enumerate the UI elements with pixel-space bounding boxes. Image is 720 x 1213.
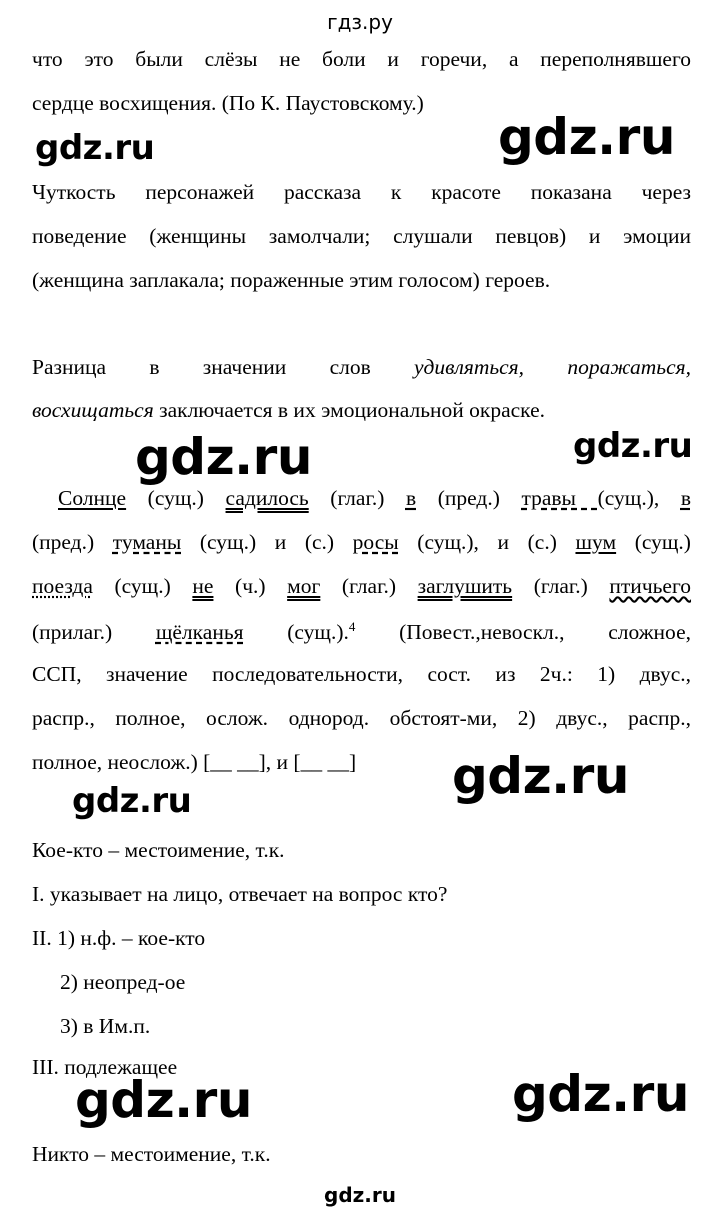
text-span: Разница в значении слов bbox=[32, 355, 415, 379]
attribute-word: птичьего bbox=[609, 574, 692, 598]
parse-line: распр., полное, ослож. однород. обстоят-ми, 2) двус., распр., bbox=[32, 706, 691, 730]
analysis-line: II. 1) н.ф. – кое-кто bbox=[32, 926, 206, 950]
text-span: (пред.) bbox=[416, 486, 522, 510]
parse-line bbox=[32, 620, 691, 644]
watermark: gdz.ru bbox=[75, 1071, 252, 1129]
text-line: что это были слёзы не боли и горечи, а переполнявшего bbox=[32, 47, 691, 71]
text-span: (сущ.) bbox=[126, 486, 226, 510]
text-span: заключается в их эмоциональной окраске. bbox=[153, 398, 545, 422]
text-line: сердце восхищения. (По К. Паустовскому.) bbox=[32, 91, 424, 115]
parse-line bbox=[58, 488, 691, 510]
circumstance-word: в bbox=[680, 486, 691, 510]
text-span: (ч.) bbox=[213, 574, 288, 598]
watermark: gdz.ru bbox=[573, 426, 693, 466]
object-word: поезда bbox=[32, 574, 93, 598]
circumstance-word: туманы bbox=[112, 530, 182, 554]
subject-word: шум bbox=[575, 530, 617, 554]
object-word: щёлканья bbox=[155, 620, 244, 645]
parse-line: полное, неослож.) [__ __], и [__ __] bbox=[32, 750, 357, 774]
predicate-word: заглушить bbox=[417, 574, 513, 598]
text-line: поведение (женщины замолчали; слушали певцов) и эмоции bbox=[32, 224, 691, 248]
text-line bbox=[32, 400, 545, 422]
watermark: gdz.ru bbox=[135, 428, 312, 486]
analysis-line: III. подлежащее bbox=[32, 1055, 178, 1079]
analysis-line: 3) в Им.п. bbox=[60, 1014, 151, 1038]
text-span: (глаг.) bbox=[308, 486, 406, 510]
circumstance-word: росы bbox=[352, 530, 399, 554]
analysis-line: Кое-кто – местоимение, т.к. bbox=[32, 838, 285, 862]
predicate-word: мог bbox=[287, 574, 321, 598]
text-span: (сущ.) bbox=[616, 530, 691, 554]
watermark: gdz.ru bbox=[35, 128, 155, 168]
circumstance-word: травы bbox=[521, 486, 598, 510]
analysis-line: 2) неопред-ое bbox=[60, 970, 186, 994]
parse-line bbox=[32, 576, 691, 598]
watermark: gdz.ru bbox=[452, 747, 629, 805]
footnote-marker: 4 bbox=[348, 619, 356, 634]
text-span: (сущ.), и (с.) bbox=[398, 530, 576, 554]
page-header: гдз.ру bbox=[327, 10, 393, 34]
text-line: (женщина заплакала; пораженные этим голосом) героев. bbox=[32, 268, 551, 292]
watermark: gdz.ru bbox=[498, 108, 675, 166]
parse-line bbox=[32, 532, 691, 554]
text-span: (сущ.) и (с.) bbox=[181, 530, 353, 554]
subject-word: Солнце bbox=[58, 486, 127, 510]
text-line bbox=[32, 357, 691, 379]
predicate-word: садилось bbox=[225, 486, 309, 510]
text-span: (прилаг.) bbox=[32, 620, 156, 645]
italic-word: восхищаться bbox=[32, 398, 154, 422]
text-line: Чуткость персонажей рассказа к красоте показана через bbox=[32, 180, 691, 204]
circumstance-word: в bbox=[405, 486, 417, 510]
text-span: (сущ.) bbox=[92, 574, 193, 598]
watermark: gdz.ru bbox=[72, 781, 192, 821]
text-span: (сущ.), bbox=[597, 486, 681, 510]
parse-line: ССП, значение последовательности, сост. из 2ч.: 1) двус., bbox=[32, 662, 691, 686]
text-span: (Повест.,невоскл., сложное, bbox=[355, 620, 691, 645]
italic-words: удивляться, поражаться, bbox=[414, 355, 692, 379]
text-span: (сущ.). bbox=[243, 620, 349, 645]
predicate-word: не bbox=[192, 574, 214, 598]
page-footer: gdz.ru bbox=[324, 1183, 396, 1207]
text-span: (пред.) bbox=[32, 530, 113, 554]
text-span: (глаг.) bbox=[512, 574, 610, 598]
watermark: gdz.ru bbox=[512, 1065, 689, 1123]
analysis-line: I. указывает на лицо, отвечает на вопрос кто? bbox=[32, 882, 448, 906]
text-span: (глаг.) bbox=[320, 574, 418, 598]
analysis-line: Никто – местоимение, т.к. bbox=[32, 1142, 271, 1166]
